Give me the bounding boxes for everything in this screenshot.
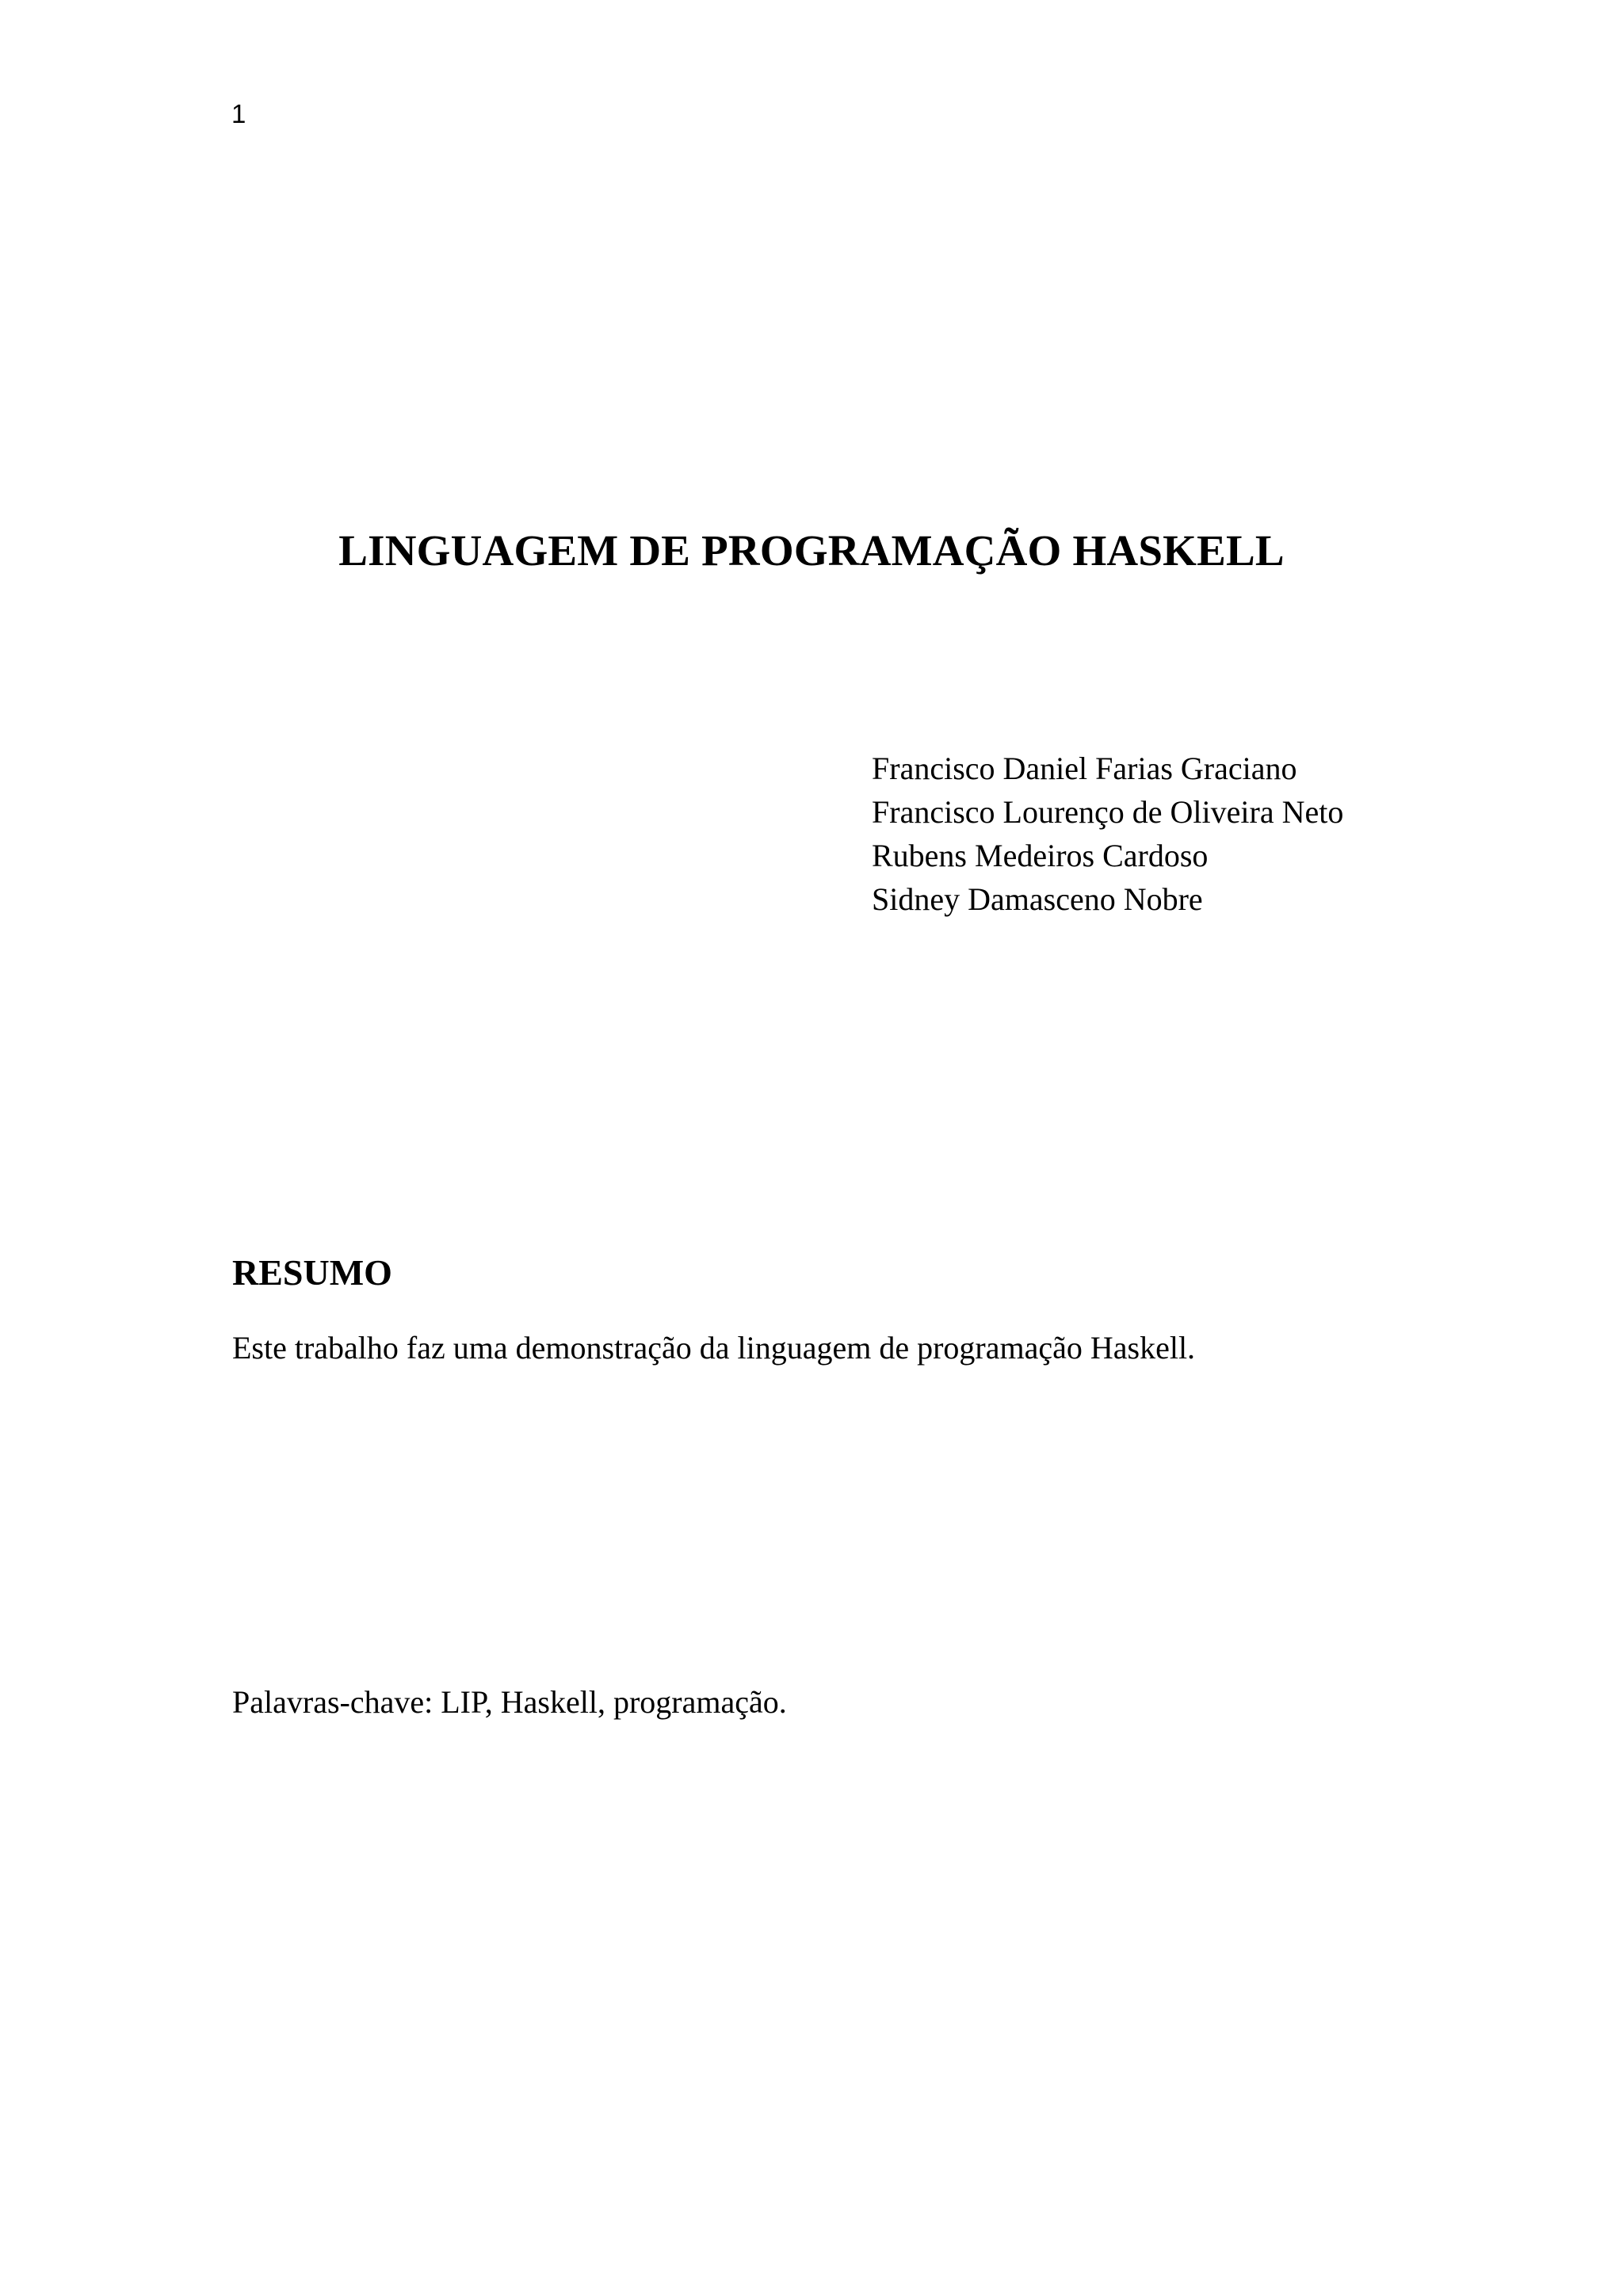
author-name: Sidney Damasceno Nobre [872,881,1203,917]
author-list [872,747,1343,921]
page-number: 1 [231,99,246,128]
abstract-heading: RESUMO [232,1252,392,1293]
author-name: Francisco Daniel Farias Graciano [872,751,1297,786]
keywords-line: Palavras-chave: LIP, Haskell, programação. [232,1684,787,1720]
author-name: Francisco Lourenço de Oliveira Neto [872,794,1344,830]
abstract-text: Este trabalho faz uma demonstração da linguagem de programação Haskell. [232,1330,1196,1366]
author-name: Rubens Medeiros Cardoso [872,838,1209,873]
document-title: LINGUAGEM DE PROGRAMAÇÃO HASKELL [338,526,1285,575]
